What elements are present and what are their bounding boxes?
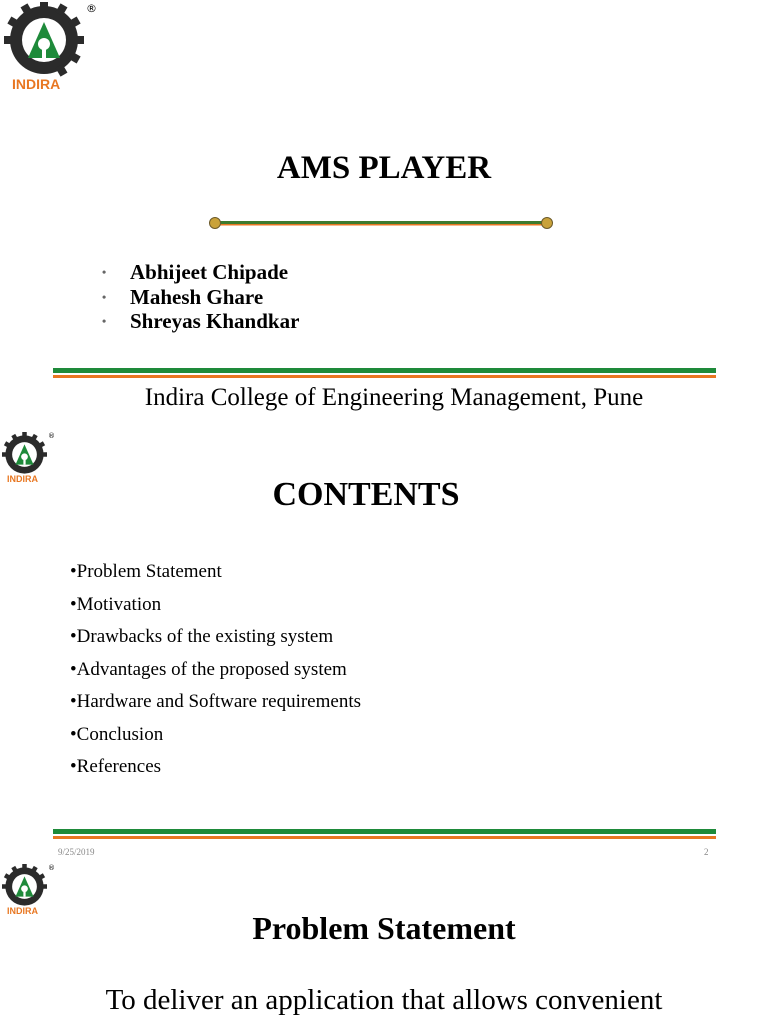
list-item: •Conclusion	[70, 723, 164, 745]
bar-end-knob-icon	[210, 218, 221, 229]
list-item: •References	[70, 756, 162, 777]
registered-mark: ®	[48, 864, 55, 872]
list-item: •Hardware and Software requirements	[70, 691, 362, 712]
footer-rule	[53, 829, 716, 839]
footer-page-number: 2	[704, 847, 709, 857]
author-item	[102, 260, 299, 285]
college-name: Indira College of Engineering Management, Pune	[144, 384, 644, 411]
footer-date: 9/25/2019	[58, 847, 95, 857]
author-name: Mahesh Ghare	[130, 284, 264, 309]
author-list	[102, 260, 300, 334]
footer-rule	[53, 368, 716, 378]
logo-label: INDIRA	[7, 906, 38, 916]
contents-list	[70, 556, 361, 784]
list-item: •Drawbacks of the existing system	[70, 626, 334, 647]
registered-mark: ®	[86, 2, 97, 15]
bullet-dot: •	[102, 314, 107, 328]
logo-label: INDIRA	[7, 474, 38, 484]
author-name: Shreyas Khandkar	[130, 309, 300, 333]
bar-end-knob-icon	[542, 218, 553, 229]
logo-label: INDIRA	[12, 76, 61, 92]
list-item: •Problem Statement	[70, 561, 222, 582]
list-item: •Motivation	[70, 593, 162, 615]
slide-body-text: To deliver an application that allows convenient	[105, 984, 663, 1016]
author-item	[102, 284, 299, 310]
bullet-dot: •	[102, 265, 107, 279]
bullet-dot: •	[102, 289, 107, 304]
slide-title: CONTENTS	[272, 476, 460, 513]
title-divider	[208, 216, 554, 230]
slide-title: AMS PLAYER	[276, 150, 492, 186]
registered-mark: ®	[48, 432, 55, 440]
list-item: •Advantages of the proposed system	[70, 658, 347, 680]
author-name: Abhijeet Chipade	[130, 260, 289, 284]
slide-title: Problem Statement	[252, 910, 516, 946]
author-item	[102, 309, 300, 334]
